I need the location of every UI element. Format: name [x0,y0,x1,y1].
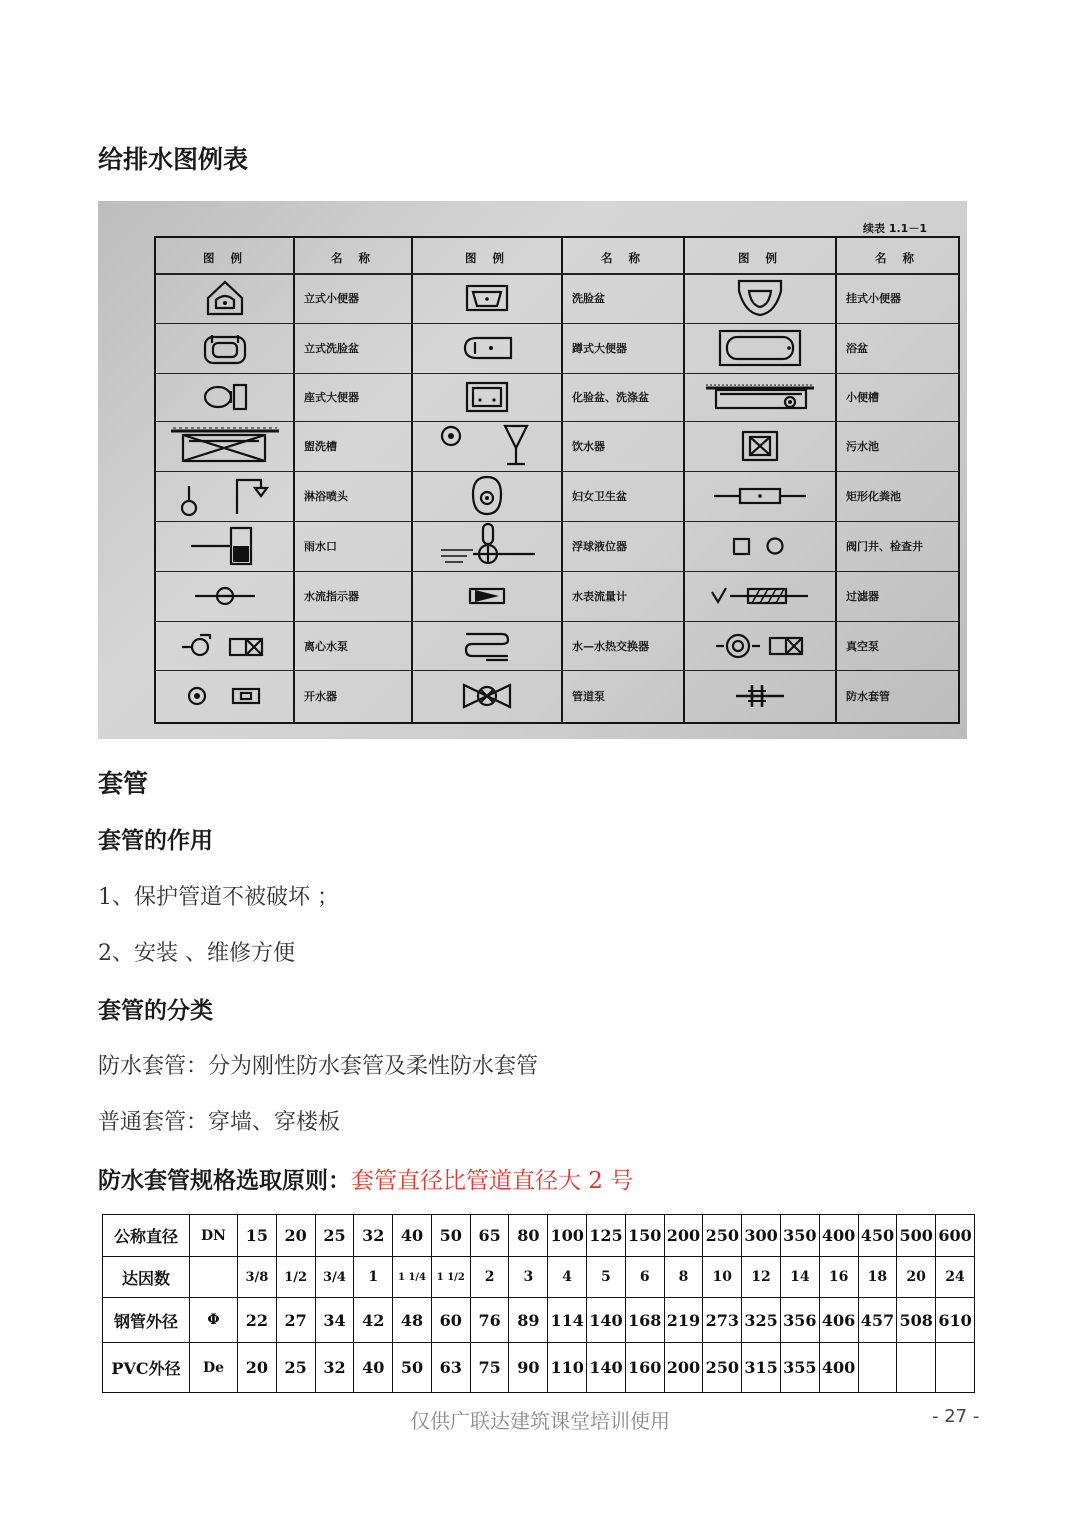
spec-row-label: 达因数 [103,1257,190,1298]
legend-row-divider [156,571,958,572]
drinking-fountain-icon [437,422,537,470]
spec-cell: 60 [431,1298,470,1343]
spec-cell: 10 [703,1257,742,1298]
spec-cell: 18 [858,1257,897,1298]
legend-col-divider [561,238,563,722]
spec-cell: 20 [897,1257,936,1298]
water-boiler-icon [185,685,265,707]
legend-name: 污水池 [846,440,879,453]
function-item-2: 2、安装 、维修方便 [98,941,295,966]
heat-exchanger-icon [462,628,512,664]
legend-name: 浮球液位器 [572,540,627,553]
footer-note: 仅供广联达建筑课堂培训使用 [410,1409,670,1433]
spec-row [103,1298,975,1343]
spec-cell [936,1343,975,1393]
function-item-1: 1、保护管道不被破坏 ； [98,885,339,910]
spec-cell: 32 [354,1215,393,1257]
water-meter-icon [467,586,507,606]
legend-header-symbol: 图 例 [465,251,511,265]
spec-cell: 356 [780,1298,819,1343]
spec-cell: 325 [742,1298,781,1343]
spec-cell: 6 [625,1257,664,1298]
spec-cell: 22 [238,1298,277,1343]
spec-cell: 610 [936,1298,975,1343]
standing-urinal-icon [200,278,250,318]
spec-cell: 400 [819,1215,858,1257]
filter-icon [708,584,812,608]
vacuum-pump-icon [714,632,806,660]
legend-name: 离心水泵 [304,639,348,653]
spec-cell: 89 [509,1298,548,1343]
sitting-toilet-icon [200,382,250,412]
spec-cell: 48 [393,1298,432,1343]
spec-cell: 160 [625,1343,664,1393]
septic-tank-icon [712,486,808,506]
spec-cell: 140 [587,1343,626,1393]
legend-name: 小便槽 [846,391,879,404]
spec-cell: 75 [470,1343,509,1393]
spec-cell: 32 [315,1343,354,1393]
bidet-icon [470,474,504,518]
function-title: 套管的作用 [98,828,213,854]
legend-name: 立式小便器 [304,292,359,305]
centrifugal-pump-icon [180,631,270,661]
spec-row-unit: Φ [190,1298,238,1343]
legend-name: 阀门井、检查井 [846,540,923,553]
spec-cell: 219 [664,1298,703,1343]
continued-label: 续表 1.1－1 [863,222,927,235]
spec-cell: 15 [238,1215,277,1257]
spec-cell: 50 [393,1343,432,1393]
squat-toilet-icon [459,334,515,362]
legend-row-divider [156,273,958,275]
sewage-pool-icon [740,429,780,463]
spec-cell: 150 [625,1215,664,1257]
section-title: 套管 [98,769,149,798]
category-item-2: 普通套管：穿墙、穿楼板 [98,1110,341,1135]
spec-cell: 3 [509,1257,548,1298]
spec-cell: 168 [625,1298,664,1343]
legend-name: 浴盆 [846,342,868,355]
spec-cell [858,1343,897,1393]
spec-cell: 355 [780,1343,819,1393]
legend-name: 挂式小便器 [846,292,901,305]
spec-cell: 400 [819,1343,858,1393]
flow-indicator-icon [193,585,257,607]
legend-header-symbol: 图 例 [203,251,249,265]
legend-name: 盥洗槽 [304,440,337,453]
spec-cell: 34 [315,1298,354,1343]
waterproof-sleeve-icon [732,681,788,711]
spec-cell: 100 [548,1215,587,1257]
legend-row-divider [156,471,958,472]
spec-row-unit [190,1257,238,1298]
spec-cell: 20 [276,1215,315,1257]
legend-row-divider [156,421,958,422]
legend-name: 饮水器 [572,440,605,453]
legend-name: 洗脸盆 [572,292,605,305]
spec-cell: 42 [354,1298,393,1343]
rule-label: 防水套管规格选取原则： [98,1168,351,1194]
spec-cell: 1 1/4 [393,1257,432,1298]
wall-urinal-icon [735,277,785,319]
spec-cell: 14 [780,1257,819,1298]
legend-col-divider [293,238,295,722]
spec-row-label: 公称直径 [103,1215,190,1257]
legend-name: 妇女卫生盆 [572,490,627,503]
legend-name: 座式大便器 [304,391,359,404]
legend-header-name: 名 称 [875,251,921,265]
spec-cell [897,1343,936,1393]
legend-name: 水表流量计 [572,590,627,603]
spec-cell: 508 [897,1298,936,1343]
spec-cell: 25 [276,1343,315,1393]
legend-header-name: 名 称 [331,251,377,265]
legend-name: 立式洗脸盆 [304,342,359,355]
spec-row-label: 钢管外径 [103,1298,190,1343]
pipeline-pump-icon [460,681,514,711]
spec-row [103,1343,975,1393]
legend-name: 矩形化粪池 [846,490,901,503]
page-number: - 27 - [932,1406,980,1427]
spec-cell: 90 [509,1343,548,1393]
spec-cell: 114 [548,1298,587,1343]
spec-cell: 600 [936,1215,975,1257]
spec-row [103,1215,975,1257]
legend-name: 水流指示器 [304,590,359,603]
legend-name: 管道泵 [572,690,605,703]
wash-trough-icon [169,425,281,467]
spec-row-unit: De [190,1343,238,1393]
valve-well-icon [731,535,789,557]
legend-col-divider [835,238,837,722]
bathtub-icon [717,328,803,368]
spec-cell: 300 [742,1215,781,1257]
legend-table [154,236,960,724]
category-item-1: 防水套管：分为刚性防水套管及柔性防水套管 [98,1054,539,1079]
legend-name: 化验盆、洗涤盆 [572,391,649,404]
spec-cell: 140 [587,1298,626,1343]
spec-cell: 273 [703,1298,742,1343]
spec-cell: 40 [393,1215,432,1257]
shower-head-icon [175,474,275,518]
rain-outlet-icon [187,524,263,568]
legend-name: 开水器 [304,690,337,703]
spec-cell: 3/8 [238,1257,277,1298]
spec-cell: 1/2 [276,1257,315,1298]
washbasin-icon [463,282,511,314]
spec-cell: 200 [664,1215,703,1257]
spec-cell: 20 [238,1343,277,1393]
legend-name: 蹲式大便器 [572,342,627,355]
legend-row-divider [156,373,958,374]
legend-row-divider [156,621,958,622]
spec-cell: 8 [664,1257,703,1298]
legend-name: 淋浴喷头 [304,490,348,503]
spec-cell: 3/4 [315,1257,354,1298]
spec-cell: 76 [470,1298,509,1343]
sleeve-spec-table [102,1214,975,1393]
spec-row-label: PVC外径 [103,1343,190,1393]
spec-cell: 1 [354,1257,393,1298]
legend-header-symbol: 图 例 [738,251,784,265]
spec-cell: 63 [431,1343,470,1393]
spec-cell: 200 [664,1343,703,1393]
spec-cell: 24 [936,1257,975,1298]
legend-row-divider [156,521,958,522]
spec-cell: 25 [315,1215,354,1257]
spec-cell: 250 [703,1343,742,1393]
spec-cell: 500 [897,1215,936,1257]
legend-name: 真空泵 [846,639,879,653]
spec-cell: 457 [858,1298,897,1343]
legend-col-divider [683,238,685,722]
legend-row-divider [156,670,958,671]
legend-name: 水—水热交换器 [572,639,649,653]
spec-cell: 27 [276,1298,315,1343]
spec-cell: 40 [354,1343,393,1393]
page-title: 给排水图例表 [98,145,249,174]
legend-col-divider [411,238,413,722]
spec-cell: 125 [587,1215,626,1257]
legend-row-divider [156,323,958,324]
spec-cell: 50 [431,1215,470,1257]
legend-name: 过滤器 [846,590,879,603]
spec-cell: 80 [509,1215,548,1257]
spec-row [103,1257,975,1298]
legend-name: 雨水口 [304,540,337,553]
spec-cell: 4 [548,1257,587,1298]
category-title: 套管的分类 [98,998,213,1024]
spec-row-unit: DN [190,1215,238,1257]
lab-sink-icon [464,380,510,414]
legend-table-photo [98,201,967,739]
rule-text: 套管直径比管道直径大 2 号 [351,1168,634,1194]
spec-cell: 110 [548,1343,587,1393]
spec-cell: 65 [470,1215,509,1257]
spec-cell: 16 [819,1257,858,1298]
spec-cell: 450 [858,1215,897,1257]
spec-cell: 12 [742,1257,781,1298]
spec-cell: 250 [703,1215,742,1257]
spec-cell: 1 1/2 [431,1257,470,1298]
legend-name: 防水套管 [846,690,890,703]
pedestal-washbasin-icon [200,329,250,367]
spec-cell: 406 [819,1298,858,1343]
spec-cell: 5 [587,1257,626,1298]
legend-header-name: 名 称 [601,251,647,265]
spec-cell: 350 [780,1215,819,1257]
spec-cell: 2 [470,1257,509,1298]
urinal-trough-icon [704,380,816,414]
float-level-icon [437,520,537,572]
spec-cell: 315 [742,1343,781,1393]
rule-line [98,1162,633,1195]
